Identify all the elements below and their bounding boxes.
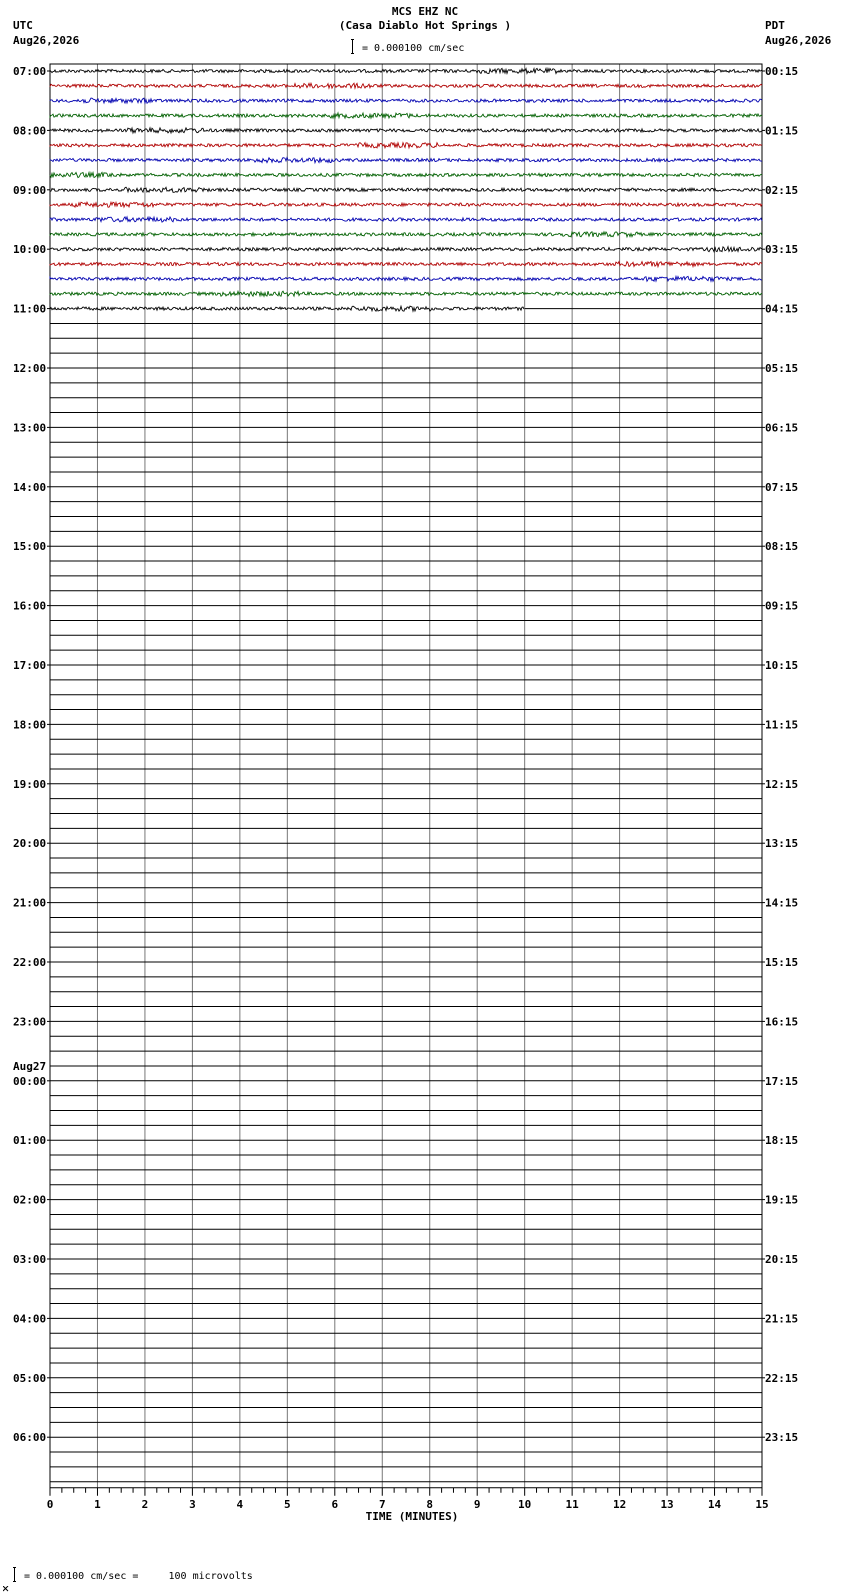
station-title: MCS EHZ NC bbox=[391, 5, 459, 18]
pdt-hour-label: 11:15 bbox=[765, 718, 799, 732]
x-axis bbox=[47, 1488, 769, 1523]
pdt-hour-label: 06:15 bbox=[765, 421, 799, 435]
pdt-hour-label: 04:15 bbox=[765, 302, 799, 316]
footer-marker-icon bbox=[3, 1577, 9, 1583]
pdt-hour-label: 07:15 bbox=[765, 480, 799, 494]
trace-row bbox=[50, 262, 762, 267]
trace-row bbox=[50, 247, 762, 252]
utc-hour-label: 03:00 bbox=[13, 1253, 47, 1266]
pdt-hour-label: 12:15 bbox=[765, 777, 799, 791]
pdt-hour-label: 02:15 bbox=[765, 183, 799, 197]
pdt-hour-label: 19:15 bbox=[765, 1193, 799, 1207]
trace-row bbox=[50, 172, 762, 177]
trace-row bbox=[50, 83, 762, 88]
x-tick-label: 6 bbox=[331, 1497, 339, 1511]
utc-hour-label: 13:00 bbox=[13, 421, 47, 435]
trace-row bbox=[50, 291, 762, 296]
trace-row bbox=[50, 202, 762, 207]
pdt-hour-label: 00:15 bbox=[765, 65, 799, 78]
pdt-hour-label: 18:15 bbox=[765, 1134, 799, 1148]
pdt-hour-label: 09:15 bbox=[765, 599, 799, 613]
utc-hour-label: 22:00 bbox=[13, 956, 47, 969]
pdt-hour-label: 22:15 bbox=[765, 1371, 799, 1385]
utc-hour-label: 00:00 bbox=[13, 1074, 47, 1088]
utc-hour-label: 20:00 bbox=[13, 837, 47, 851]
x-tick-label: 4 bbox=[236, 1497, 244, 1511]
utc-hour-label: 05:00 bbox=[13, 1371, 47, 1385]
pdt-hour-label: 20:15 bbox=[765, 1253, 799, 1266]
utc-hour-label: 08:00 bbox=[13, 124, 47, 138]
x-tick-label: 10 bbox=[518, 1497, 532, 1511]
utc-hour-label: 09:00 bbox=[13, 183, 47, 197]
x-tick-label: 15 bbox=[755, 1497, 769, 1511]
station-location: (Casa Diablo Hot Springs ) bbox=[338, 19, 512, 32]
pdt-hour-label: 16:15 bbox=[765, 1015, 799, 1029]
pdt-hour-label: 08:15 bbox=[765, 540, 799, 554]
x-tick-label: 13 bbox=[660, 1497, 674, 1511]
trace-row bbox=[50, 98, 762, 103]
x-axis-title: TIME (MINUTES) bbox=[365, 1509, 459, 1523]
trace-row bbox=[50, 217, 762, 222]
x-tick-label: 9 bbox=[473, 1497, 481, 1511]
pdt-hour-label: 13:15 bbox=[765, 837, 799, 851]
utc-hour-label: 04:00 bbox=[13, 1312, 47, 1326]
utc-hour-label: 17:00 bbox=[13, 659, 47, 672]
x-tick-label: 1 bbox=[94, 1497, 101, 1511]
pdt-hour-label: 23:15 bbox=[765, 1431, 799, 1445]
utc-hour-label: 19:00 bbox=[13, 777, 47, 791]
footer-scale-bar-icon bbox=[13, 1567, 16, 1582]
x-tick-label: 3 bbox=[189, 1497, 196, 1511]
trace-group bbox=[50, 68, 762, 1481]
trace-row bbox=[50, 232, 762, 237]
utc-hour-label: 02:00 bbox=[13, 1193, 47, 1207]
utc-hour-label: 12:00 bbox=[13, 362, 47, 375]
x-tick-label: 7 bbox=[378, 1497, 386, 1511]
utc-hour-label: 15:00 bbox=[13, 540, 47, 554]
pdt-hour-label: 03:15 bbox=[765, 243, 799, 257]
trace-row bbox=[50, 158, 762, 163]
utc-hour-label: 21:00 bbox=[13, 896, 47, 910]
x-tick-label: 5 bbox=[284, 1497, 291, 1511]
x-tick-label: 12 bbox=[612, 1497, 627, 1511]
trace-row bbox=[50, 276, 762, 281]
trace-row bbox=[50, 113, 762, 118]
pdt-hour-label: 17:15 bbox=[765, 1074, 799, 1088]
x-tick-label: 0 bbox=[46, 1497, 54, 1511]
utc-hour-label: 18:00 bbox=[13, 718, 47, 732]
left-timezone: UTC bbox=[13, 19, 33, 32]
left-date: Aug26,2026 bbox=[13, 34, 80, 47]
utc-hour-label: 07:00 bbox=[13, 65, 47, 78]
pdt-hour-label: 10:15 bbox=[765, 659, 799, 672]
scale-label: = 0.000100 cm/sec bbox=[362, 43, 465, 54]
x-tick-label: 2 bbox=[141, 1497, 149, 1511]
utc-hour-label: 06:00 bbox=[13, 1431, 47, 1445]
footer-scale-note: = 0.000100 cm/sec = 100 microvolts bbox=[24, 1571, 253, 1582]
utc-hour-label: 11:00 bbox=[13, 302, 47, 316]
pdt-hour-label: 21:15 bbox=[765, 1312, 799, 1326]
trace-row bbox=[50, 68, 762, 73]
trace-row bbox=[50, 143, 762, 148]
date-change-label: Aug27 bbox=[13, 1059, 47, 1073]
utc-hour-label: 23:00 bbox=[13, 1015, 47, 1029]
right-timezone: PDT bbox=[765, 19, 785, 32]
pdt-hour-label: 15:15 bbox=[765, 956, 799, 969]
utc-hour-label: 16:00 bbox=[13, 599, 47, 613]
x-tick-label: 8 bbox=[426, 1497, 434, 1511]
x-tick-label: 11 bbox=[565, 1497, 579, 1511]
utc-hour-label: 01:00 bbox=[13, 1134, 47, 1148]
pdt-hour-label: 05:15 bbox=[765, 362, 799, 375]
pdt-hour-label: 14:15 bbox=[765, 896, 799, 910]
pdt-hour-label: 01:15 bbox=[765, 124, 799, 138]
x-tick-label: 14 bbox=[707, 1497, 722, 1511]
trace-row bbox=[50, 187, 762, 192]
trace-row bbox=[50, 128, 762, 133]
utc-hour-label: 14:00 bbox=[13, 480, 47, 494]
right-date: Aug26,2026 bbox=[765, 34, 832, 47]
utc-hour-label: 10:00 bbox=[13, 243, 47, 257]
